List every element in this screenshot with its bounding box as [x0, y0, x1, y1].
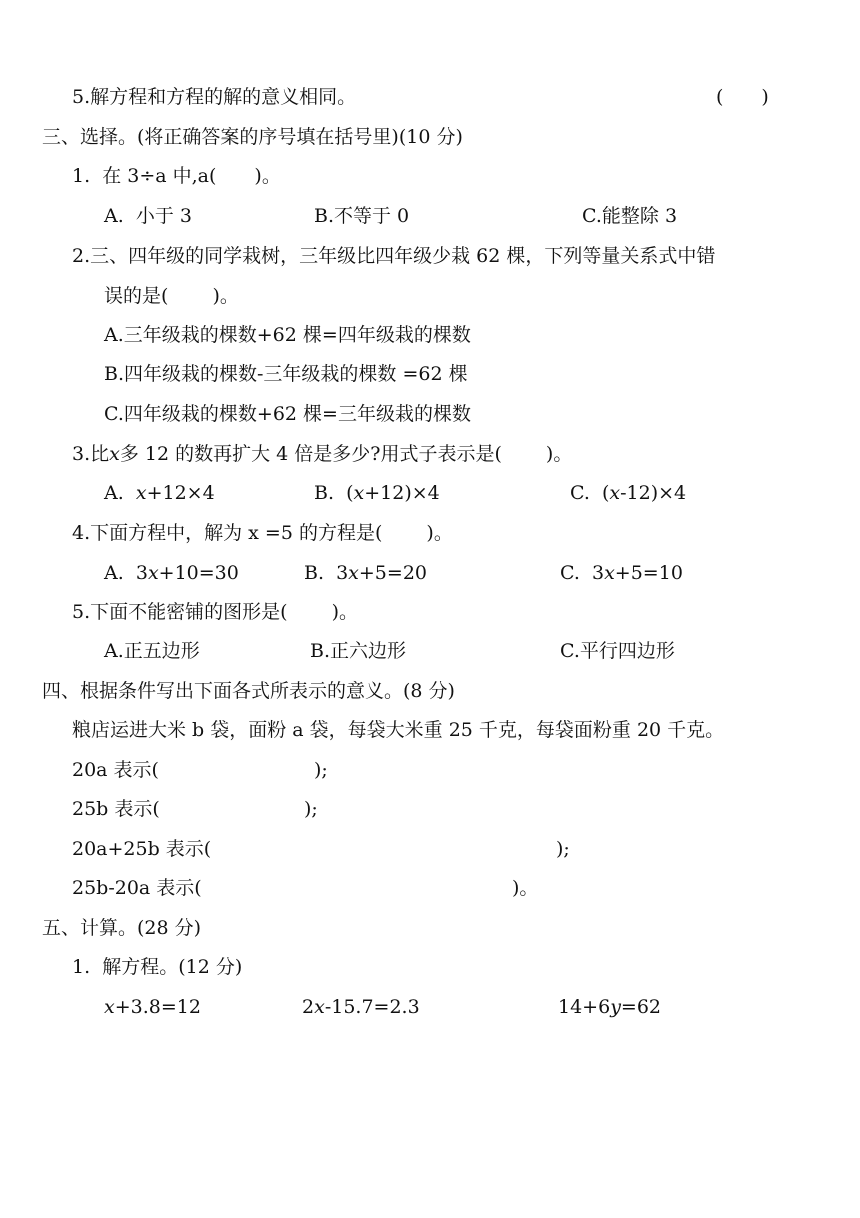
q4-option-c: C. 3x+5=10	[560, 562, 683, 584]
equation-3: 14+6y=62	[558, 996, 662, 1018]
q2-stem-line1: 2.三、四年级的同学栽树，三年级比四年级少栽 62 棵，下列等量关系式中错	[72, 245, 716, 267]
q2-option-c: C.四年级栽的棵数+62 棵=三年级栽的棵数	[104, 403, 471, 425]
q4-stem: 4.下面方程中，解为 x =5 的方程是( )。	[72, 522, 453, 544]
equation-2: 2x-15.7=2.3	[302, 996, 420, 1018]
section5-title: 五、计算。(28 分)	[42, 917, 202, 939]
judge-answer-blank[interactable]: ( )	[716, 86, 769, 108]
expr-20a-plus-25b: 20a+25b 表示(	[72, 838, 212, 860]
expr-25b-minus-20a-close: )。	[512, 877, 539, 899]
expr-25b-minus-20a: 25b-20a 表示(	[72, 877, 202, 899]
q2-option-a: A.三年级栽的棵数+62 棵=四年级栽的棵数	[104, 324, 471, 346]
expr-20a: 20a 表示(	[72, 759, 159, 781]
section4-context: 粮店运进大米 b 袋，面粉 a 袋，每袋大米重 25 千克，每袋面粉重 20 千克。	[72, 719, 725, 741]
q4-option-b: B. 3x+5=20	[304, 562, 427, 584]
judge-question-5: 5.解方程和方程的解的意义相同。	[72, 86, 357, 108]
equation-1: x+3.8=12	[104, 996, 201, 1018]
section3-title: 三、选择。(将正确答案的序号填在括号里)(10 分)	[42, 126, 463, 148]
q3-option-a: A. x+12×4	[104, 482, 215, 504]
q1-option-b: B.不等于 0	[314, 205, 410, 227]
q5-stem: 5.下面不能密铺的图形是( )。	[72, 601, 358, 623]
q5-option-a: A.正五边形	[104, 640, 200, 662]
q2-option-b: B.四年级栽的棵数-三年级栽的棵数 =62 棵	[104, 363, 468, 385]
q3-option-b: B. (x+12)×4	[314, 482, 440, 504]
q4-option-a: A. 3x+10=30	[104, 562, 239, 584]
expr-20a-plus-25b-close: );	[556, 838, 570, 860]
q2-stem-line2: 误的是( )。	[104, 285, 239, 307]
q1-option-a: A. 小于 3	[104, 205, 192, 227]
q3-option-c: C. (x-12)×4	[570, 482, 687, 504]
q3-stem: 3.比x多 12 的数再扩大 4 倍是多少?用式子表示是( )。	[72, 443, 573, 465]
q1-stem: 1. 在 3÷a 中,a( )。	[72, 165, 281, 187]
q5-option-c: C.平行四边形	[560, 640, 675, 662]
q5-option-b: B.正六边形	[310, 640, 407, 662]
expr-25b: 25b 表示(	[72, 798, 160, 820]
section5-sub1: 1. 解方程。(12 分)	[72, 956, 243, 978]
q1-option-c: C.能整除 3	[582, 205, 678, 227]
expr-25b-close: );	[304, 798, 318, 820]
section4-title: 四、根据条件写出下面各式所表示的意义。(8 分)	[42, 680, 455, 702]
expr-20a-close: );	[314, 759, 328, 781]
